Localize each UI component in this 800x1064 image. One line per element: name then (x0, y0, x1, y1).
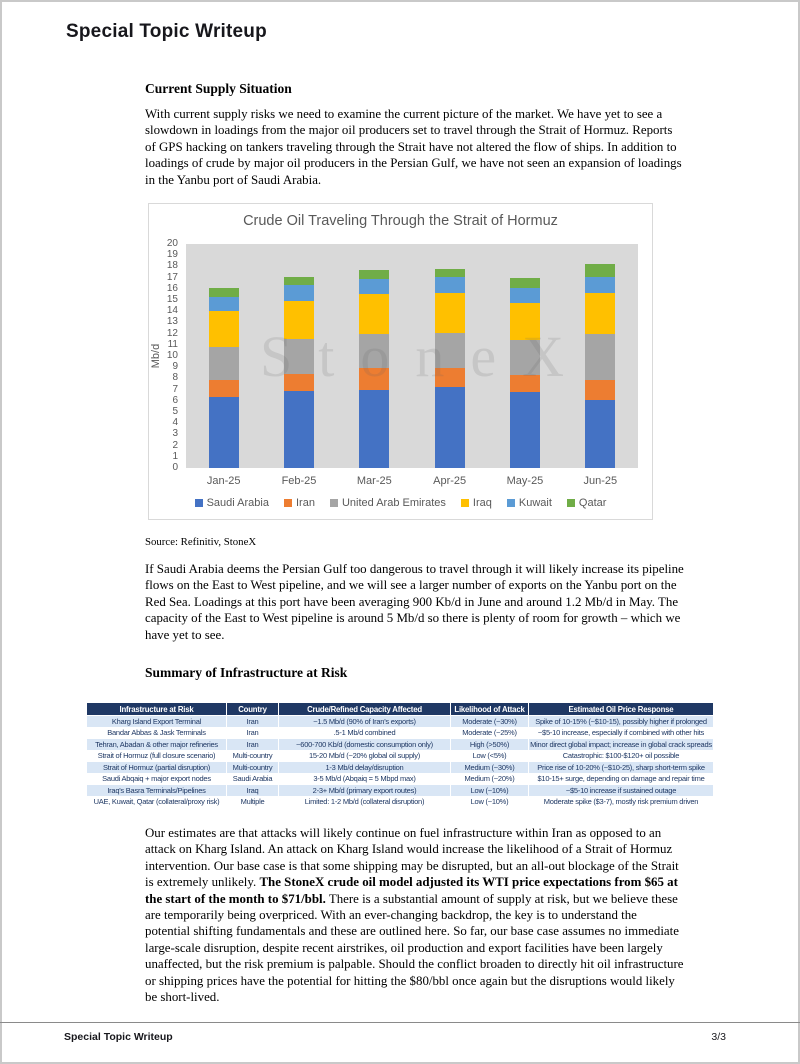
table-cell: Strait of Hormuz (full closure scenario) (87, 750, 227, 762)
x-tick-label: Feb-25 (281, 475, 317, 487)
table-row (87, 773, 714, 785)
table-cell: Iran (227, 727, 279, 739)
y-tick-label: 7 (172, 383, 178, 395)
table-cell: Moderate (~30%) (451, 716, 529, 728)
table-cell: Iran (227, 739, 279, 751)
bar-segment-saudi-arabia (435, 387, 465, 468)
bar-segment-saudi-arabia (510, 392, 540, 468)
table-cell: UAE, Kuwait, Qatar (collateral/proxy risk) (87, 796, 227, 808)
y-tick-label: 3 (172, 428, 178, 440)
y-tick-label: 1 (172, 450, 178, 462)
legend-label: Kuwait (518, 497, 552, 509)
bar-mar-25 (337, 244, 412, 468)
stacked-bar (510, 278, 540, 468)
table-header-row (87, 703, 714, 716)
legend-label: United Arab Emirates (341, 497, 446, 509)
legend-item-kuwait (507, 497, 552, 509)
bar-segment-iraq (435, 293, 465, 332)
table-cell: Iraq's Basra Terminals/Pipelines (87, 785, 227, 797)
bar-segment-saudi-arabia (209, 397, 239, 468)
x-tick-label: Mar-25 (356, 475, 392, 487)
infrastructure-risk-table (86, 702, 714, 808)
y-tick-label: 4 (172, 417, 178, 429)
bar-apr-25 (412, 244, 487, 468)
paragraph-pipeline: If Saudi Arabia deems the Persian Gulf too dangerous to travel through it will likely increase its pipeline flows on the East to West pipeline, and we will see a larger number of exports on the Yanbu port on the Red Sea. Loadings at this port have been averaging 900 Kb/d in June and around 1.2 Mb/d in May. The capacity of the East to West pipeline is around 5 Mb/d so there is plenty of room for growth – which we have yet to see. (145, 562, 684, 642)
table-row (87, 727, 714, 739)
table-cell: Multiple (227, 796, 279, 808)
table-header-cell: Crude/Refined Capacity Affected (279, 703, 451, 716)
bar-segment-iraq (284, 301, 314, 339)
table-cell: 3-5 Mb/d (Abqaiq = 5 Mbpd max) (279, 773, 451, 785)
bar-segment-qatar (209, 288, 239, 297)
y-tick-label: 2 (172, 439, 178, 451)
y-tick-label: 13 (166, 316, 178, 328)
hormuz-chart (148, 203, 653, 520)
table-cell: Medium (~30%) (451, 762, 529, 774)
table-cell: Saudi Arabia (227, 773, 279, 785)
y-tick-label: 0 (172, 462, 178, 473)
y-tick-label: 11 (167, 338, 178, 350)
chart-y-axis-label: Mb/d (150, 343, 163, 369)
y-tick-label: 5 (172, 406, 178, 417)
bar-segment-united-arab-emirates (585, 334, 615, 380)
table-body (87, 716, 714, 808)
stacked-bar (284, 277, 314, 468)
chart-plot-area (186, 244, 638, 468)
stacked-bar (209, 288, 239, 468)
y-tick-label: 14 (166, 305, 178, 317)
y-tick-label: 8 (172, 372, 178, 384)
table-cell: ~$5-10 increase if sustained outage (529, 785, 714, 797)
legend-swatch-icon (330, 499, 338, 507)
legend-item-iraq (461, 497, 492, 509)
y-tick-label: 20 (166, 238, 178, 249)
table-cell: ~1.5 Mb/d (90% of Iran's exports) (279, 716, 451, 728)
bar-feb-25 (261, 244, 336, 468)
bar-segment-saudi-arabia (585, 400, 615, 468)
table-cell: Minor direct global impact; increase in global crack spreads (530, 739, 712, 749)
table-cell: Low (<5%) (451, 750, 529, 762)
table-cell: Multi-country (227, 762, 279, 774)
bar-segment-iran (435, 368, 465, 387)
table-cell: Price rise of 10-20% (~$10-25), sharp short-term spike (529, 762, 714, 774)
legend-label: Iran (295, 497, 315, 509)
bar-segment-qatar (585, 264, 615, 276)
y-tick-label: 19 (166, 249, 178, 261)
bar-segment-qatar (284, 277, 314, 286)
bar-segment-kuwait (435, 277, 465, 294)
table-cell: Low (~10%) (451, 796, 529, 808)
bar-segment-qatar (510, 278, 540, 288)
legend-swatch-icon (507, 499, 515, 507)
y-tick-label: 16 (166, 282, 178, 294)
y-tick-label: 18 (166, 260, 178, 272)
table-row (87, 796, 714, 808)
bar-segment-iraq (359, 294, 389, 333)
table-cell: ~600-700 Kb/d (domestic consumption only) (279, 739, 451, 751)
legend-label: Saudi Arabia (206, 497, 269, 509)
bar-segment-qatar (435, 269, 465, 277)
table-cell: 15-20 Mb/d (~20% global oil supply) (279, 750, 451, 762)
bar-segment-united-arab-emirates (435, 333, 465, 369)
stacked-bar (585, 264, 615, 468)
table-cell: Medium (~20%) (451, 773, 529, 785)
bar-segment-iran (585, 380, 615, 400)
table-cell: Multi-country (227, 750, 279, 762)
table-row (87, 762, 714, 774)
bar-segment-united-arab-emirates (209, 347, 239, 379)
table-row (87, 739, 714, 751)
table-header-cell: Infrastructure at Risk (87, 703, 227, 716)
table-cell: 1-3 Mb/d delay/disruption (279, 762, 451, 774)
footer-page-number: 3/3 (711, 1031, 726, 1043)
bar-segment-iran (359, 368, 389, 389)
legend-swatch-icon (461, 499, 469, 507)
footer-divider (0, 1022, 800, 1023)
bar-segment-united-arab-emirates (284, 339, 314, 374)
x-tick-label: Jun-25 (583, 475, 618, 487)
table-row (87, 750, 714, 762)
section-heading-infrastructure-risk: Summary of Infrastructure at Risk (145, 665, 348, 680)
table-cell: ~$5-10 increase, especially if combined with other hits (529, 727, 714, 739)
table-cell: 2-3+ Mb/d (primary export routes) (279, 785, 451, 797)
table-cell: Moderate (~25%) (451, 727, 529, 739)
table-cell: Moderate spike ($3-7), mostly risk premium driven (529, 796, 714, 808)
table-row (87, 716, 714, 728)
table-cell: .5-1 Mb/d combined (279, 727, 451, 739)
table-row (87, 785, 714, 797)
bar-segment-saudi-arabia (284, 391, 314, 468)
stacked-bar (435, 269, 465, 468)
table-cell: Iran (227, 716, 279, 728)
bar-jun-25 (563, 244, 638, 468)
x-tick-label: Apr-25 (433, 475, 467, 487)
chart-legend (149, 497, 652, 509)
chart-bars (186, 244, 638, 468)
bar-jan-25 (186, 244, 261, 468)
bar-segment-kuwait (510, 288, 540, 304)
table-header-cell: Likelihood of Attack (451, 703, 529, 716)
table-cell: Spike of 10-15% (~$10-15), possibly higher if prolonged (529, 716, 714, 728)
legend-item-united-arab-emirates (330, 497, 446, 509)
bar-segment-united-arab-emirates (510, 340, 540, 375)
table-cell: Strait of Hormuz (partial disruption) (87, 762, 227, 774)
bar-segment-kuwait (585, 277, 615, 294)
outlook-text-bold: The StoneX crude oil model adjusted its WTI price expectations from $65 at the start of the month to $71/bbl. (145, 875, 678, 906)
legend-item-saudi-arabia (195, 497, 269, 509)
bar-segment-iran (510, 375, 540, 392)
section-heading-current-supply: Current Supply Situation (145, 81, 292, 96)
table-cell: Catastrophic: $100-$120+ oil possible (529, 750, 714, 762)
table-cell: $10-15+ surge, depending on damage and repair time (529, 773, 714, 785)
legend-swatch-icon (195, 499, 203, 507)
outlook-text-post: There is a substantial amount of supply at risk, but we believe these are temporarily being overpriced. With an ever-changing backdrop, the key is to understand the potential shifting fundamentals and these are outlined here. So far, our base case assumes no immediate large-scale disruption, despite recent airstrikes, oil production and export facilities have been largely unaffected, but the risk premium is palpable. Should the conflict broaden to directly hit oil infrastructure or shipping prices have the potential for hitting the $80/bbl once again but the disruptions would likely be short-lived. (145, 891, 684, 1005)
chart-title: Crude Oil Traveling Through the Strait of Hormuz (243, 213, 558, 229)
bar-segment-iraq (209, 311, 239, 347)
bar-segment-kuwait (359, 279, 389, 295)
table-cell: Low (~10%) (451, 785, 529, 797)
y-tick-label: 15 (166, 294, 178, 305)
y-tick-label: 17 (166, 271, 178, 283)
table-cell: Limited: 1-2 Mb/d (collateral disruption) (279, 796, 451, 808)
paragraph-outlook (145, 825, 685, 1005)
outlook-text-pre: Our estimates are that attacks will likely continue on fuel infrastructure within Iran as opposed to an attack on Kharg Island. An attack on Kharg Island would increase the likelihood of a Strait of Hormuz intervention. Our base case is that some shipping may be disrupted, but an all-out blockage of the Strait is extremely unlikely. (145, 826, 679, 890)
legend-swatch-icon (567, 499, 575, 507)
legend-item-iran (284, 497, 315, 509)
bar-segment-qatar (359, 270, 389, 279)
table-header-cell: Country (227, 703, 279, 716)
bar-segment-saudi-arabia (359, 390, 389, 468)
table-cell: Kharg Island Export Terminal (87, 716, 227, 728)
bar-segment-iran (209, 380, 239, 398)
bar-segment-iraq (585, 293, 615, 333)
table-header-cell: Estimated Oil Price Response (529, 703, 714, 716)
paragraph-current-supply: With current supply risks we need to examine the current picture of the market. We have yet to see a slowdown in loadings from the major oil producers set to travel through the Strait of Hormuz. Reports of GPS hacking on tankers traveling through the Strait have not altered the flow of ships. In addition to loadings of crude by major oil producers in the Persian Gulf, we have not seen an expansion of loadings in the Yanbu port of Saudi Arabia. (145, 107, 682, 187)
legend-label: Iraq (472, 497, 492, 509)
y-tick-label: 12 (166, 327, 178, 339)
y-tick-label: 9 (172, 361, 178, 373)
bar-segment-kuwait (209, 297, 239, 312)
table-cell: Bandar Abbas & Jask Terminals (87, 727, 227, 739)
page-title: Special Topic Writeup (66, 21, 267, 42)
table-cell: Tehran, Abadan & other major refineries (87, 739, 227, 751)
stacked-bar (359, 270, 389, 468)
bar-segment-iran (284, 374, 314, 391)
table-cell: Saudi Abqaiq + major export nodes (87, 773, 227, 785)
y-tick-label: 10 (166, 350, 178, 361)
table-cell: High (>50%) (451, 739, 529, 751)
chart-x-axis (186, 475, 638, 487)
legend-item-qatar (567, 497, 607, 509)
y-tick-label: 6 (172, 394, 178, 406)
table-cell: Iraq (227, 785, 279, 797)
footer-title: Special Topic Writeup (64, 1031, 173, 1043)
bar-segment-kuwait (284, 285, 314, 301)
bar-segment-united-arab-emirates (359, 334, 389, 369)
legend-label: Qatar (578, 497, 607, 509)
x-tick-label: May-25 (506, 475, 544, 487)
chart-source-note: Source: Refinitiv, StoneX (145, 536, 257, 548)
bar-may-25 (487, 244, 562, 468)
x-tick-label: Jan-25 (206, 475, 241, 487)
bar-segment-iraq (510, 303, 540, 340)
legend-swatch-icon (284, 499, 292, 507)
